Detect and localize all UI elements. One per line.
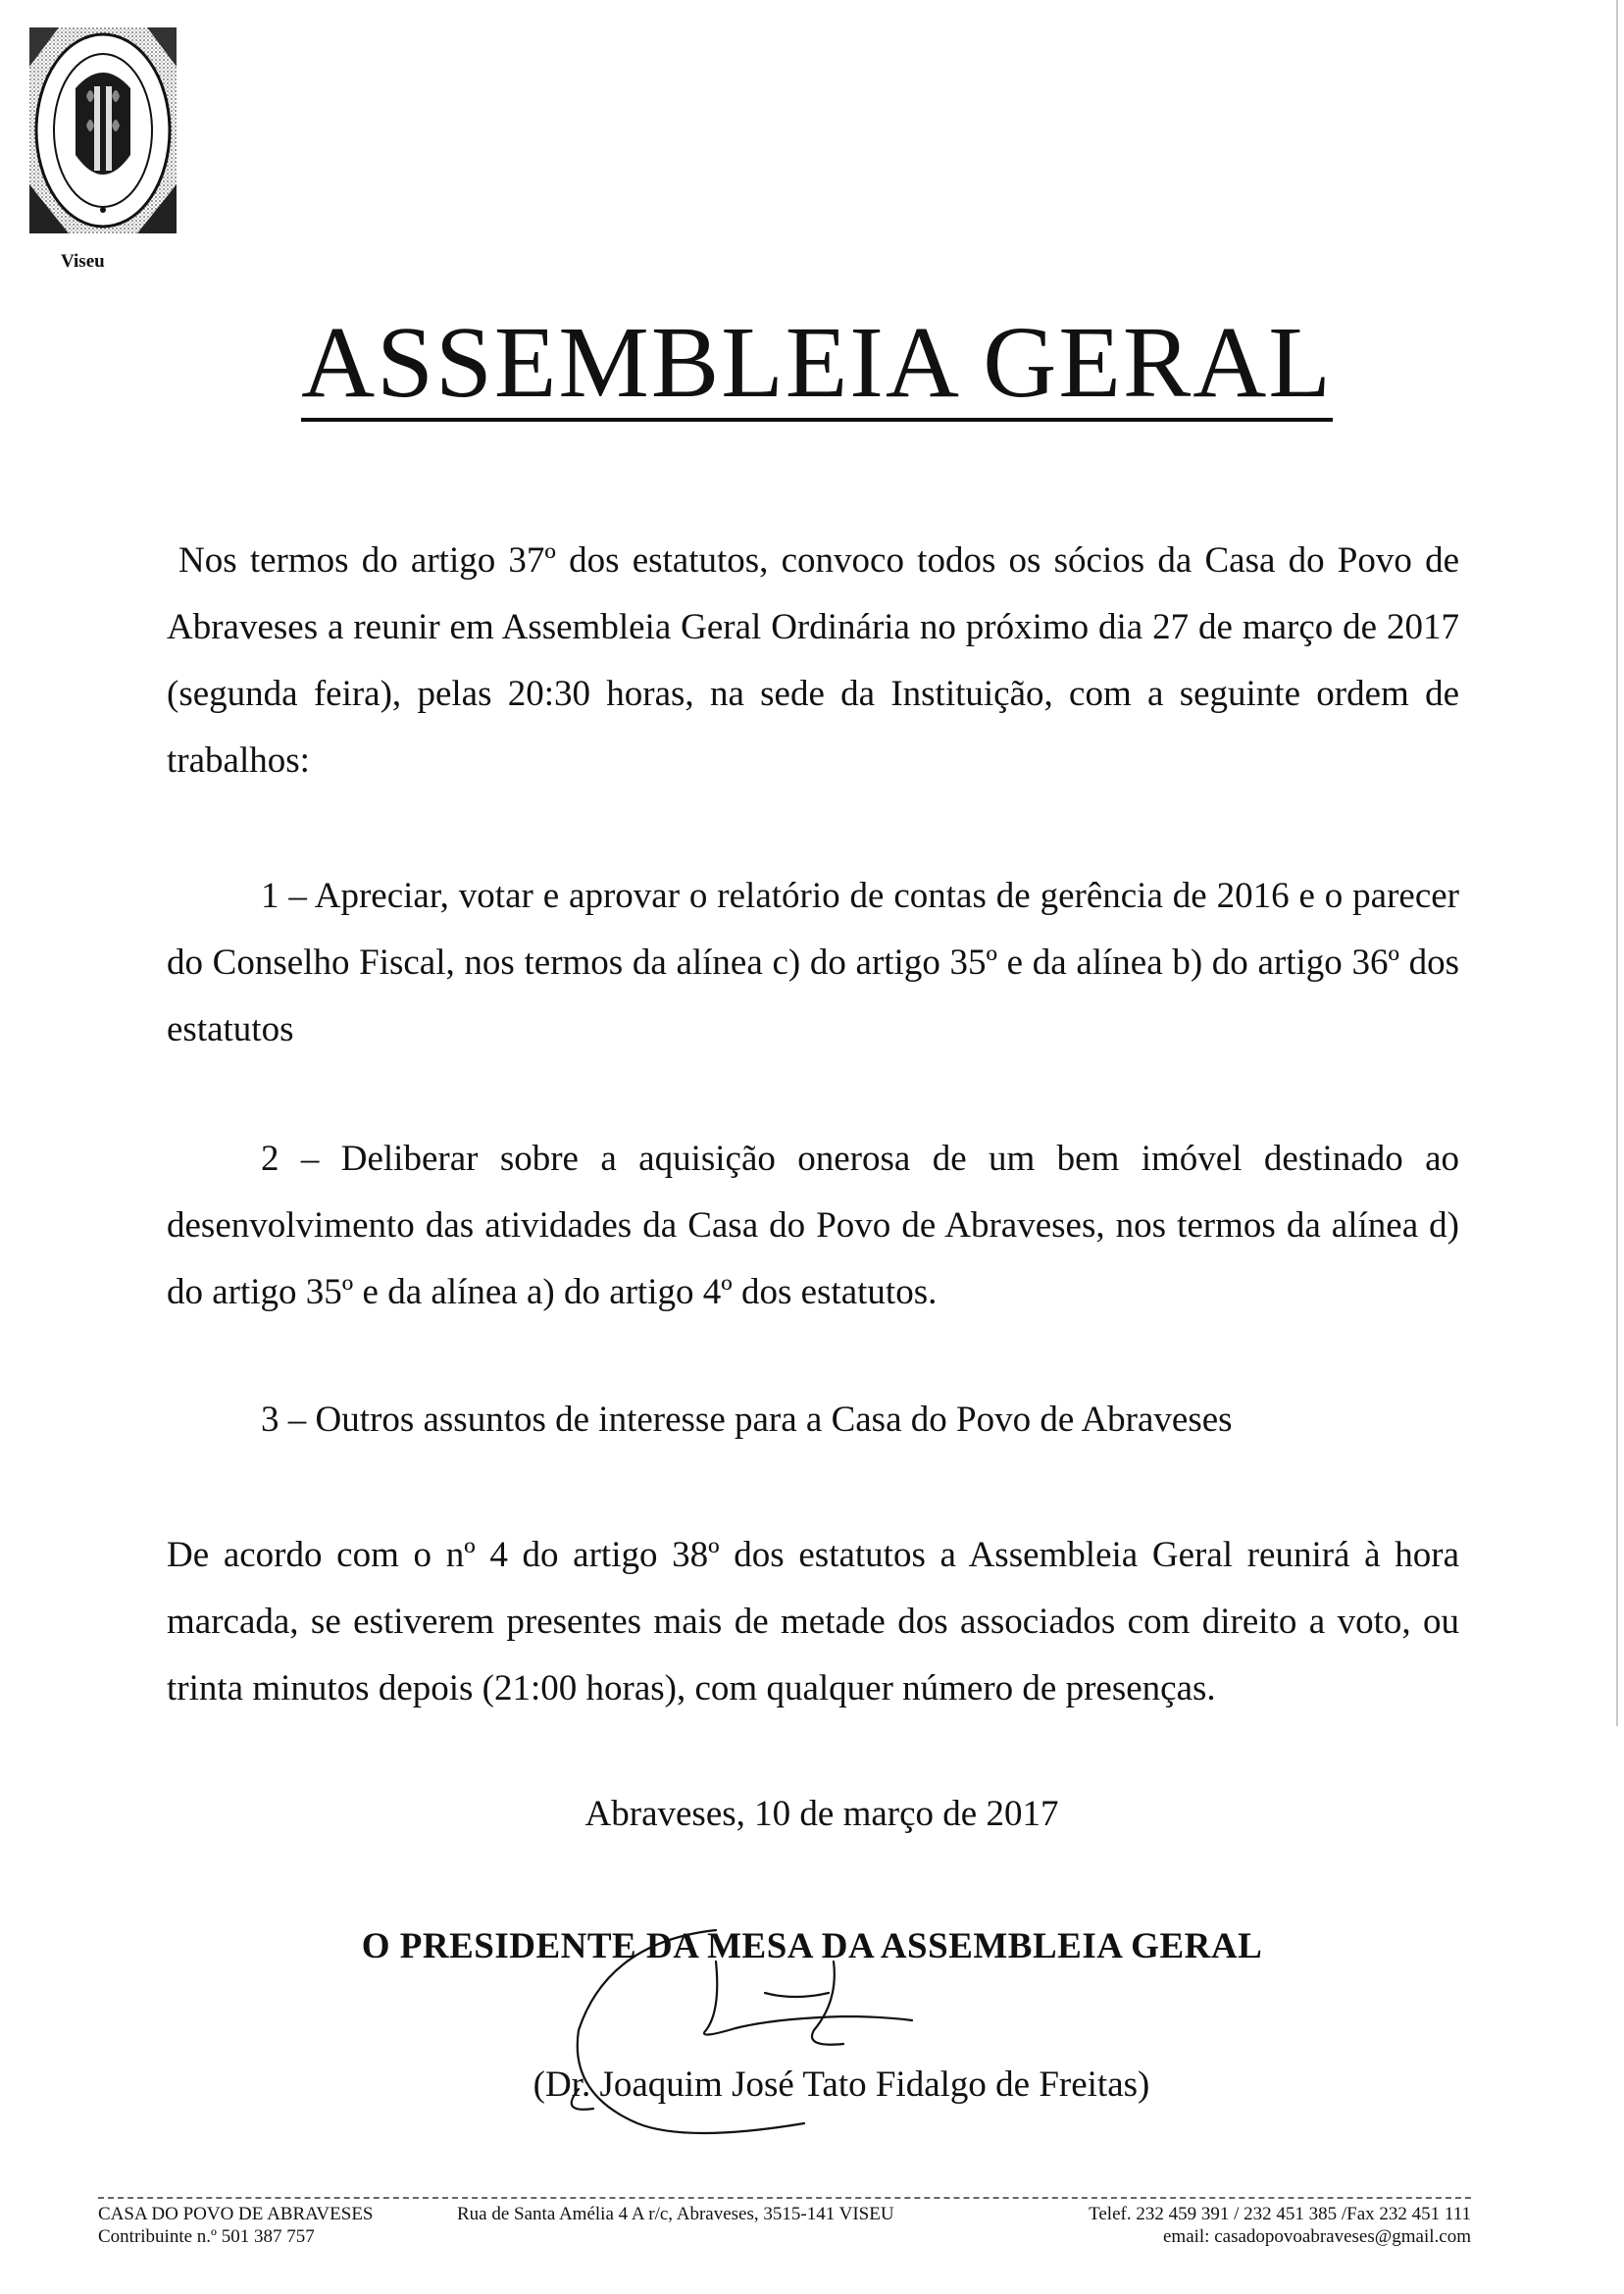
- agenda-item-1: 1 – Apreciar, votar e aprovar o relatório de contas de gerência de 2016 e o parecer do Conselho Fiscal, nos termos da alínea c) do artigo 35º e da alínea b) do artigo 36º dos estatutos: [167, 876, 1459, 1049]
- scan-edge: [1616, 0, 1618, 1726]
- footer-email: email: casadopovoabraveses@gmail.com: [1162, 2226, 1471, 2247]
- footer-org: CASA DO POVO DE ABRAVESES: [98, 2204, 374, 2224]
- footer-right: [1018, 2203, 1471, 2248]
- footer-nif: Contribuinte n.º 501 387 757: [98, 2226, 315, 2247]
- footer-phone: Telef. 232 459 391 / 232 451 385 /Fax 232 451 111: [1089, 2204, 1471, 2224]
- city-label: Viseu: [61, 251, 105, 272]
- signatory-role: O PRESIDENTE DA MESA DA ASSEMBLEIA GERAL: [361, 1926, 1263, 1966]
- footer-divider: [98, 2197, 1471, 2199]
- date-line: Abraveses, 10 de março de 2017: [584, 1794, 1059, 1834]
- footer-left: [98, 2203, 374, 2248]
- footer-address: Rua de Santa Amélia 4 A r/c, Abraveses, 3515-141 VISEU: [457, 2204, 894, 2224]
- institution-seal-logo: [29, 27, 177, 233]
- intro-paragraph: Nos termos do artigo 37º dos estatutos, convoco todos os sócios da Casa do Povo de Abraveses a reunir em Assembleia Geral Ordinária no próximo dia 27 de março de 2017 (segunda feira), pelas 20:30 horas, na sede da Instituição, com a seguinte ordem de trabalhos:: [167, 540, 1459, 781]
- signatory-name: (Dr. Joaquim José Tato Fidalgo de Freitas): [533, 2065, 1150, 2105]
- agenda-item-3: 3 – Outros assuntos de interesse para a Casa do Povo de Abraveses: [261, 1400, 1233, 1440]
- title-text: ASSEMBLEIA GERAL: [301, 312, 1333, 422]
- agenda-item-2: 2 – Deliberar sobre a aquisição onerosa de um bem imóvel destinado ao desenvolvimento das atividades da Casa do Povo de Abraveses, nos termos da alínea d) do artigo 35º e da alínea a) do artigo 4º dos estatutos.: [167, 1139, 1459, 1312]
- document-title: [0, 306, 1624, 422]
- handwritten-signature: [549, 1922, 961, 2148]
- closing-paragraph: De acordo com o nº 4 do artigo 38º dos estatutos a Assembleia Geral reunirá à hora marcada, se estiverem presentes mais de metade dos associados com direito a voto, ou trinta minutos depois (21:00 horas), com qualquer número de presenças.: [167, 1535, 1459, 1708]
